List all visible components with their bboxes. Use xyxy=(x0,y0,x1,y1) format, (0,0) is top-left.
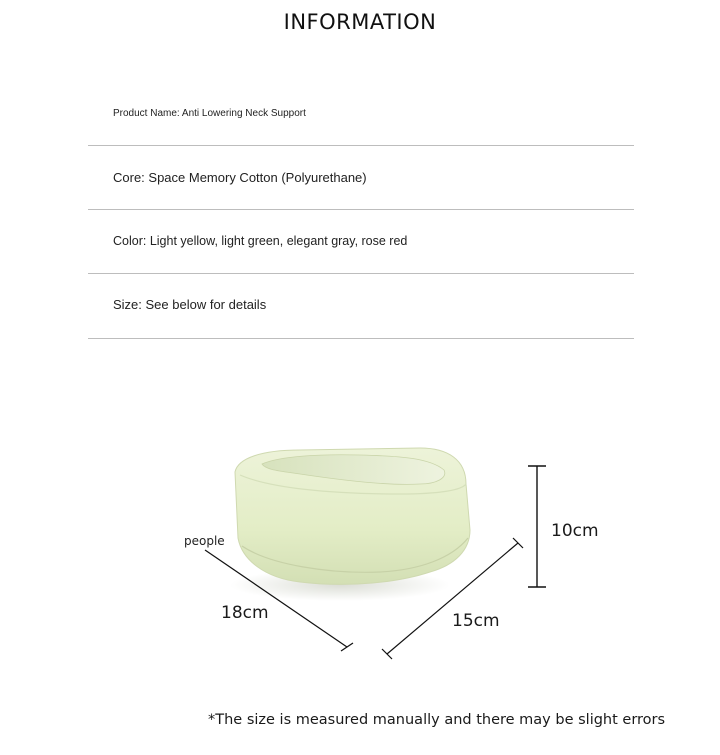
page-title: INFORMATION xyxy=(283,10,437,34)
spec-row-size xyxy=(88,274,634,339)
neck-support-illustration xyxy=(0,360,720,690)
product-dimension-figure xyxy=(0,360,720,690)
spec-row-core xyxy=(88,146,634,210)
product-name-text: Product Name: Anti Lowering Neck Support xyxy=(113,108,306,119)
length-label: 18cm xyxy=(221,603,269,623)
people-label: people xyxy=(184,534,225,548)
spec-row-color xyxy=(88,210,634,274)
core-text: Core: Space Memory Cotton (Polyurethane) xyxy=(113,170,367,185)
spec-row-product-name xyxy=(88,100,634,146)
size-text: Size: See below for details xyxy=(113,297,267,312)
width-label: 15cm xyxy=(452,611,500,631)
measurement-note: *The size is measured manually and there may be slight errors xyxy=(208,712,666,728)
color-text: Color: Light yellow, light green, elegant gray, rose red xyxy=(113,234,408,248)
height-label: 10cm xyxy=(551,521,599,541)
